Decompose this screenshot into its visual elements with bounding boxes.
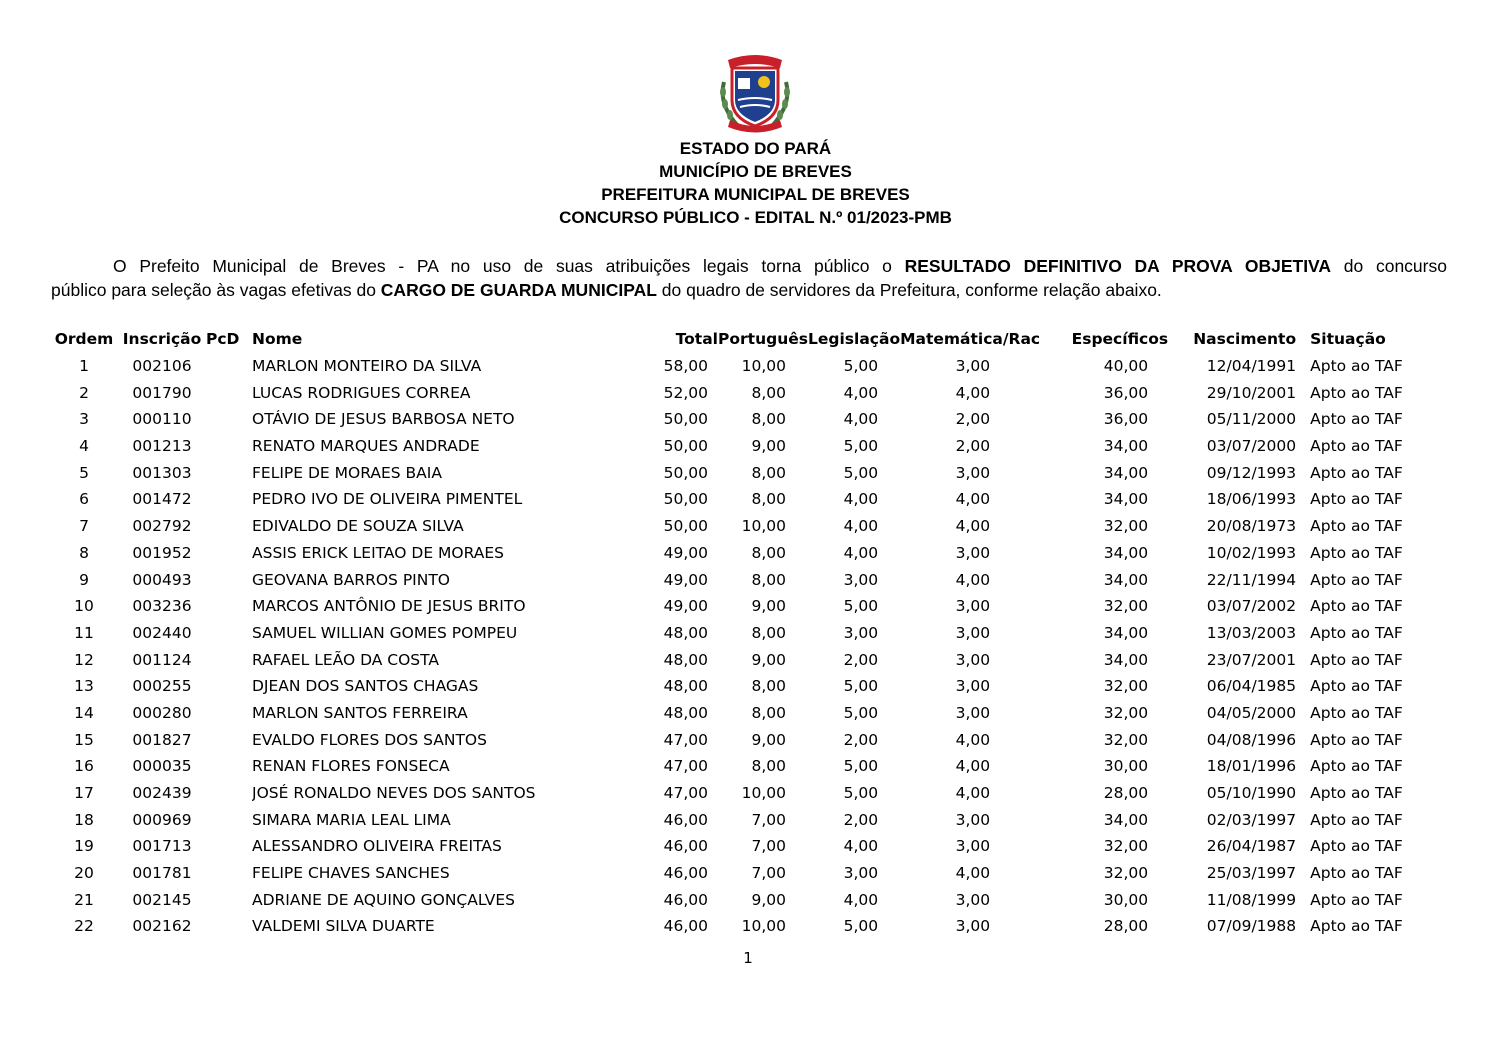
cell-legislacao: 4,00 — [843, 890, 879, 909]
cell-ordem: 5 — [79, 463, 89, 482]
cell-portugues: 10,00 — [741, 517, 786, 536]
cell-total: 48,00 — [663, 703, 708, 722]
cell-inscricao: 000493 — [132, 570, 192, 589]
cell-inscricao: 002162 — [132, 917, 192, 936]
cell-nome: RENAN FLORES FONSECA — [252, 757, 450, 776]
cell-ordem: 13 — [74, 677, 94, 696]
cell-especificos: 32,00 — [1103, 730, 1149, 749]
cell-nome: FELIPE DE MORAES BAIA — [252, 463, 442, 482]
cell-inscricao: 000035 — [132, 757, 192, 776]
intro-text-4: do quadro de servidores da Prefeitura, conforme relação abaixo. — [656, 279, 1162, 300]
cell-especificos: 34,00 — [1103, 490, 1149, 509]
cell-nascimento: 18/01/1996 — [1206, 757, 1297, 776]
cell-pcd — [206, 433, 252, 460]
cell-ordem: 2 — [79, 383, 89, 402]
cell-total: 48,00 — [663, 677, 708, 696]
cell-especificos: 32,00 — [1103, 677, 1149, 696]
cell-inscricao: 002440 — [132, 623, 192, 642]
cell-nascimento: 13/03/2003 — [1206, 623, 1297, 642]
table-row — [50, 700, 1416, 727]
cell-matematica: 3,00 — [955, 357, 991, 376]
cell-nascimento: 26/04/1987 — [1206, 837, 1297, 856]
cell-situacao: Apto ao TAF — [1310, 810, 1403, 829]
heading-state: ESTADO DO PARÁ — [679, 139, 832, 158]
document-heading — [0, 137, 1497, 229]
cell-inscricao: 002106 — [132, 357, 192, 376]
cell-portugues: 8,00 — [751, 490, 786, 509]
cell-situacao: Apto ao TAF — [1310, 597, 1403, 616]
cell-portugues: 8,00 — [751, 757, 786, 776]
cell-ordem: 1 — [79, 357, 89, 376]
cell-ordem: 14 — [74, 703, 94, 722]
table-row — [50, 593, 1416, 620]
cell-inscricao: 001952 — [132, 543, 192, 562]
cell-nascimento: 12/04/1991 — [1206, 357, 1297, 376]
cell-portugues: 7,00 — [751, 837, 786, 856]
cell-matematica: 3,00 — [955, 543, 991, 562]
column-header-legislacao: Legislação — [808, 330, 901, 349]
heading-public-exam-notice: CONCURSO PÚBLICO - EDITAL N.º 01/2023-PMB — [559, 208, 952, 227]
cell-matematica: 4,00 — [955, 517, 991, 536]
cell-situacao: Apto ao TAF — [1310, 410, 1403, 429]
cell-total: 49,00 — [663, 597, 708, 616]
cell-situacao: Apto ao TAF — [1310, 623, 1403, 642]
cell-legislacao: 5,00 — [843, 677, 879, 696]
intro-text-1: O Prefeito Municipal de Breves - PA no uso de suas atribuições legais torna público o — [113, 256, 905, 276]
cell-nome: OTÁVIO DE JESUS BARBOSA NETO — [252, 410, 515, 429]
cell-ordem: 6 — [79, 490, 89, 509]
table-row — [50, 459, 1416, 486]
cell-matematica: 3,00 — [955, 677, 991, 696]
column-header-especificos: Específicos — [1071, 330, 1169, 349]
table-row — [50, 353, 1416, 380]
cell-especificos: 40,00 — [1103, 357, 1149, 376]
cell-nome: ASSIS ERICK LEITAO DE MORAES — [252, 543, 504, 562]
cell-pcd — [206, 806, 252, 833]
cell-portugues: 8,00 — [751, 463, 786, 482]
table-row — [50, 513, 1416, 540]
cell-total: 48,00 — [663, 650, 708, 669]
cell-total: 48,00 — [663, 623, 708, 642]
cell-ordem: 10 — [74, 597, 94, 616]
cell-situacao: Apto ao TAF — [1310, 570, 1403, 589]
cell-nascimento: 20/08/1973 — [1206, 517, 1297, 536]
cell-nascimento: 04/08/1996 — [1206, 730, 1297, 749]
cell-pcd — [206, 379, 252, 406]
cell-nome: MARLON MONTEIRO DA SILVA — [252, 357, 482, 376]
table-row — [50, 780, 1416, 807]
cell-matematica: 2,00 — [955, 437, 991, 456]
cell-legislacao: 3,00 — [843, 570, 879, 589]
cell-pcd — [206, 406, 252, 433]
cell-situacao: Apto ao TAF — [1310, 730, 1403, 749]
cell-nome: MARCOS ANTÔNIO DE JESUS BRITO — [252, 597, 526, 616]
cell-total: 47,00 — [663, 784, 708, 803]
cell-portugues: 9,00 — [751, 437, 786, 456]
cell-legislacao: 5,00 — [843, 703, 879, 722]
cell-portugues: 8,00 — [751, 570, 786, 589]
cell-portugues: 8,00 — [751, 623, 786, 642]
cell-ordem: 3 — [79, 410, 89, 429]
cell-ordem: 18 — [74, 810, 94, 829]
cell-especificos: 34,00 — [1103, 570, 1149, 589]
table-row — [50, 540, 1416, 567]
cell-pcd — [206, 753, 252, 780]
cell-nome: ALESSANDRO OLIVEIRA FREITAS — [252, 837, 502, 856]
cell-situacao: Apto ao TAF — [1310, 703, 1403, 722]
cell-portugues: 8,00 — [751, 383, 786, 402]
cell-ordem: 15 — [74, 730, 94, 749]
cell-nome: EVALDO FLORES DOS SANTOS — [252, 730, 487, 749]
table-row — [50, 646, 1416, 673]
cell-nome: ADRIANE DE AQUINO GONÇALVES — [252, 890, 516, 909]
cell-total: 46,00 — [663, 890, 708, 909]
cell-portugues: 10,00 — [741, 917, 786, 936]
cell-nascimento: 09/12/1993 — [1206, 463, 1297, 482]
table-row — [50, 886, 1416, 913]
cell-total: 46,00 — [663, 810, 708, 829]
cell-especificos: 28,00 — [1103, 917, 1149, 936]
cell-legislacao: 5,00 — [843, 437, 879, 456]
cell-ordem: 19 — [74, 837, 94, 856]
cell-portugues: 7,00 — [751, 810, 786, 829]
cell-legislacao: 4,00 — [843, 410, 879, 429]
cell-nascimento: 25/03/1997 — [1206, 864, 1297, 883]
cell-ordem: 22 — [74, 917, 94, 936]
cell-matematica: 3,00 — [955, 890, 991, 909]
table-row — [50, 806, 1416, 833]
cell-portugues: 10,00 — [741, 784, 786, 803]
cell-nome: MARLON SANTOS FERREIRA — [252, 703, 468, 722]
cell-especificos: 32,00 — [1103, 597, 1149, 616]
cell-ordem: 9 — [79, 570, 89, 589]
cell-nome: LUCAS RODRIGUES CORREA — [252, 383, 471, 402]
cell-inscricao: 001713 — [132, 837, 192, 856]
cell-nome: SAMUEL WILLIAN GOMES POMPEU — [252, 623, 518, 642]
cell-nascimento: 10/02/1993 — [1206, 543, 1297, 562]
cell-portugues: 9,00 — [751, 650, 786, 669]
cell-nome: RENATO MARQUES ANDRADE — [252, 437, 480, 456]
cell-inscricao: 001790 — [132, 383, 192, 402]
cell-situacao: Apto ao TAF — [1310, 517, 1403, 536]
cell-portugues: 7,00 — [751, 864, 786, 883]
cell-total: 49,00 — [663, 543, 708, 562]
cell-legislacao: 4,00 — [843, 490, 879, 509]
cell-inscricao: 002792 — [132, 517, 192, 536]
cell-matematica: 4,00 — [955, 864, 991, 883]
cell-pcd — [206, 860, 252, 887]
cell-inscricao: 001303 — [132, 463, 192, 482]
cell-pcd — [206, 486, 252, 513]
table-row — [50, 620, 1416, 647]
cell-nome: DJEAN DOS SANTOS CHAGAS — [252, 677, 479, 696]
cell-portugues: 9,00 — [751, 890, 786, 909]
cell-inscricao: 003236 — [132, 597, 192, 616]
cell-nascimento: 23/07/2001 — [1206, 650, 1297, 669]
cell-pcd — [206, 780, 252, 807]
cell-matematica: 3,00 — [955, 917, 991, 936]
cell-situacao: Apto ao TAF — [1310, 890, 1403, 909]
cell-pcd — [206, 833, 252, 860]
table-row — [50, 726, 1416, 753]
cell-matematica: 3,00 — [955, 623, 991, 642]
cell-especificos: 28,00 — [1103, 784, 1149, 803]
cell-portugues: 10,00 — [741, 357, 786, 376]
cell-inscricao: 001472 — [132, 490, 192, 509]
intro-text-2: do concurso — [1331, 256, 1447, 276]
cell-legislacao: 3,00 — [843, 864, 879, 883]
cell-legislacao: 4,00 — [843, 837, 879, 856]
cell-pcd — [206, 540, 252, 567]
cell-total: 58,00 — [663, 357, 708, 376]
cell-pcd — [206, 886, 252, 913]
results-table-body — [50, 353, 1416, 940]
cell-total: 50,00 — [663, 463, 708, 482]
cell-especificos: 34,00 — [1103, 650, 1149, 669]
cell-nome: SIMARA MARIA LEAL LIMA — [252, 810, 451, 829]
cell-total: 52,00 — [663, 383, 708, 402]
cell-matematica: 4,00 — [955, 757, 991, 776]
heading-city-hall: PREFEITURA MUNICIPAL DE BREVES — [601, 185, 910, 204]
intro-text-3: público para seleção às vagas efetivas do — [51, 279, 381, 300]
cell-inscricao: 001124 — [132, 650, 192, 669]
cell-pcd — [206, 913, 252, 940]
cell-legislacao: 5,00 — [843, 784, 879, 803]
column-header-matematica: Matemática/Rac — [900, 330, 1041, 349]
cell-ordem: 12 — [74, 650, 94, 669]
cell-total: 50,00 — [663, 517, 708, 536]
cell-inscricao: 001827 — [132, 730, 192, 749]
cell-pcd — [206, 513, 252, 540]
cell-especificos: 34,00 — [1103, 463, 1149, 482]
cell-nascimento: 05/11/2000 — [1206, 410, 1297, 429]
cell-matematica: 3,00 — [955, 703, 991, 722]
cell-nome: VALDEMI SILVA DUARTE — [252, 917, 435, 936]
column-header-pcd: PcD — [206, 330, 240, 349]
cell-nascimento: 06/04/1985 — [1206, 677, 1297, 696]
cell-nascimento: 04/05/2000 — [1206, 703, 1297, 722]
column-header-ordem: Ordem — [54, 330, 114, 349]
column-header-inscricao: Inscrição — [122, 330, 202, 349]
table-row — [50, 673, 1416, 700]
cell-especificos: 32,00 — [1103, 864, 1149, 883]
cell-nome: RAFAEL LEÃO DA COSTA — [252, 650, 440, 669]
cell-ordem: 16 — [74, 757, 94, 776]
cell-nascimento: 07/09/1988 — [1206, 917, 1297, 936]
cell-matematica: 4,00 — [955, 490, 991, 509]
cell-matematica: 4,00 — [955, 383, 991, 402]
intro-paragraph — [51, 255, 1447, 302]
cell-total: 50,00 — [663, 490, 708, 509]
cell-pcd — [206, 593, 252, 620]
cell-matematica: 3,00 — [955, 463, 991, 482]
cell-ordem: 7 — [79, 517, 89, 536]
cell-nascimento: 22/11/1994 — [1206, 570, 1297, 589]
cell-situacao: Apto ao TAF — [1310, 650, 1403, 669]
table-row — [50, 753, 1416, 780]
cell-pcd — [206, 700, 252, 727]
heading-municipality: MUNICÍPIO DE BREVES — [659, 162, 852, 181]
cell-pcd — [206, 646, 252, 673]
cell-pcd — [206, 566, 252, 593]
cell-situacao: Apto ao TAF — [1310, 543, 1403, 562]
cell-situacao: Apto ao TAF — [1310, 463, 1403, 482]
cell-total: 47,00 — [663, 757, 708, 776]
cell-situacao: Apto ao TAF — [1310, 757, 1403, 776]
cell-total: 50,00 — [663, 437, 708, 456]
cell-nascimento: 18/06/1993 — [1206, 490, 1297, 509]
cell-matematica: 4,00 — [955, 570, 991, 589]
municipal-coat-of-arms-icon — [716, 52, 794, 134]
cell-matematica: 3,00 — [955, 837, 991, 856]
cell-inscricao: 002145 — [132, 890, 192, 909]
cell-total: 50,00 — [663, 410, 708, 429]
cell-legislacao: 4,00 — [843, 383, 879, 402]
table-row — [50, 486, 1416, 513]
cell-total: 47,00 — [663, 730, 708, 749]
cell-portugues: 8,00 — [751, 703, 786, 722]
table-row — [50, 566, 1416, 593]
cell-portugues: 8,00 — [751, 677, 786, 696]
cell-especificos: 30,00 — [1103, 757, 1149, 776]
cell-inscricao: 000255 — [132, 677, 192, 696]
cell-especificos: 36,00 — [1103, 410, 1149, 429]
cell-especificos: 34,00 — [1103, 623, 1149, 642]
cell-ordem: 20 — [74, 864, 94, 883]
cell-especificos: 32,00 — [1103, 517, 1149, 536]
cell-especificos: 32,00 — [1103, 703, 1149, 722]
cell-situacao: Apto ao TAF — [1310, 784, 1403, 803]
column-header-total: Total — [675, 330, 718, 349]
table-row — [50, 833, 1416, 860]
cell-especificos: 32,00 — [1103, 837, 1149, 856]
cell-portugues: 9,00 — [751, 730, 786, 749]
cell-especificos: 30,00 — [1103, 890, 1149, 909]
cell-inscricao: 000280 — [132, 703, 192, 722]
cell-especificos: 34,00 — [1103, 437, 1149, 456]
cell-matematica: 2,00 — [955, 410, 991, 429]
column-header-nome: Nome — [252, 330, 303, 349]
cell-nascimento: 29/10/2001 — [1206, 383, 1297, 402]
cell-legislacao: 2,00 — [843, 730, 879, 749]
cell-matematica: 4,00 — [955, 730, 991, 749]
cell-situacao: Apto ao TAF — [1310, 357, 1403, 376]
cell-legislacao: 2,00 — [843, 810, 879, 829]
column-header-situacao: Situação — [1310, 330, 1386, 349]
cell-pcd — [206, 620, 252, 647]
cell-especificos: 34,00 — [1103, 810, 1149, 829]
cell-ordem: 21 — [74, 890, 94, 909]
column-header-portugues: Português — [718, 330, 808, 349]
cell-inscricao: 000969 — [132, 810, 192, 829]
intro-bold-position: CARGO DE GUARDA MUNICIPAL — [380, 279, 657, 300]
cell-situacao: Apto ao TAF — [1310, 864, 1403, 883]
cell-nome: PEDRO IVO DE OLIVEIRA PIMENTEL — [252, 490, 523, 509]
cell-especificos: 36,00 — [1103, 383, 1149, 402]
cell-pcd — [206, 459, 252, 486]
cell-legislacao: 5,00 — [843, 463, 879, 482]
column-header-nascimento: Nascimento — [1193, 330, 1297, 349]
cell-matematica: 4,00 — [955, 784, 991, 803]
cell-ordem: 8 — [79, 543, 89, 562]
cell-pcd — [206, 726, 252, 753]
table-row — [50, 913, 1416, 940]
cell-legislacao: 5,00 — [843, 917, 879, 936]
cell-nascimento: 03/07/2000 — [1206, 437, 1297, 456]
cell-legislacao: 3,00 — [843, 623, 879, 642]
cell-inscricao: 002439 — [132, 784, 192, 803]
cell-situacao: Apto ao TAF — [1310, 383, 1403, 402]
page-number: 1 — [743, 949, 753, 967]
cell-ordem: 17 — [74, 784, 94, 803]
cell-legislacao: 2,00 — [843, 650, 879, 669]
cell-inscricao: 001213 — [132, 437, 192, 456]
cell-legislacao: 4,00 — [843, 543, 879, 562]
intro-bold-result: RESULTADO DEFINITIVO DA PROVA OBJETIVA — [904, 256, 1332, 276]
cell-nascimento: 11/08/1999 — [1206, 890, 1297, 909]
cell-portugues: 8,00 — [751, 543, 786, 562]
cell-ordem: 11 — [74, 623, 94, 642]
cell-total: 46,00 — [663, 864, 708, 883]
cell-matematica: 3,00 — [955, 597, 991, 616]
cell-portugues: 9,00 — [751, 597, 786, 616]
cell-total: 46,00 — [663, 917, 708, 936]
table-row — [50, 379, 1416, 406]
cell-especificos: 34,00 — [1103, 543, 1149, 562]
cell-situacao: Apto ao TAF — [1310, 837, 1403, 856]
table-header-row — [50, 326, 1416, 353]
cell-nome: JOSÉ RONALDO NEVES DOS SANTOS — [252, 784, 536, 803]
cell-nascimento: 02/03/1997 — [1206, 810, 1297, 829]
cell-nome: GEOVANA BARROS PINTO — [252, 570, 450, 589]
cell-portugues: 8,00 — [751, 410, 786, 429]
cell-situacao: Apto ao TAF — [1310, 490, 1403, 509]
cell-ordem: 4 — [79, 437, 89, 456]
cell-situacao: Apto ao TAF — [1310, 437, 1403, 456]
results-table — [50, 326, 1416, 940]
cell-matematica: 3,00 — [955, 810, 991, 829]
cell-pcd — [206, 353, 252, 380]
cell-situacao: Apto ao TAF — [1310, 677, 1403, 696]
cell-total: 46,00 — [663, 837, 708, 856]
table-row — [50, 406, 1416, 433]
cell-matematica: 3,00 — [955, 650, 991, 669]
cell-nome: FELIPE CHAVES SANCHES — [252, 864, 450, 883]
cell-inscricao: 001781 — [132, 864, 192, 883]
cell-nome: EDIVALDO DE SOUZA SILVA — [252, 517, 464, 536]
table-row — [50, 860, 1416, 887]
cell-pcd — [206, 673, 252, 700]
cell-legislacao: 4,00 — [843, 517, 879, 536]
cell-legislacao: 5,00 — [843, 757, 879, 776]
cell-total: 49,00 — [663, 570, 708, 589]
cell-inscricao: 000110 — [132, 410, 192, 429]
cell-nascimento: 03/07/2002 — [1206, 597, 1297, 616]
cell-nascimento: 05/10/1990 — [1206, 784, 1297, 803]
table-row — [50, 433, 1416, 460]
cell-legislacao: 5,00 — [843, 597, 879, 616]
cell-situacao: Apto ao TAF — [1310, 917, 1403, 936]
cell-legislacao: 5,00 — [843, 357, 879, 376]
